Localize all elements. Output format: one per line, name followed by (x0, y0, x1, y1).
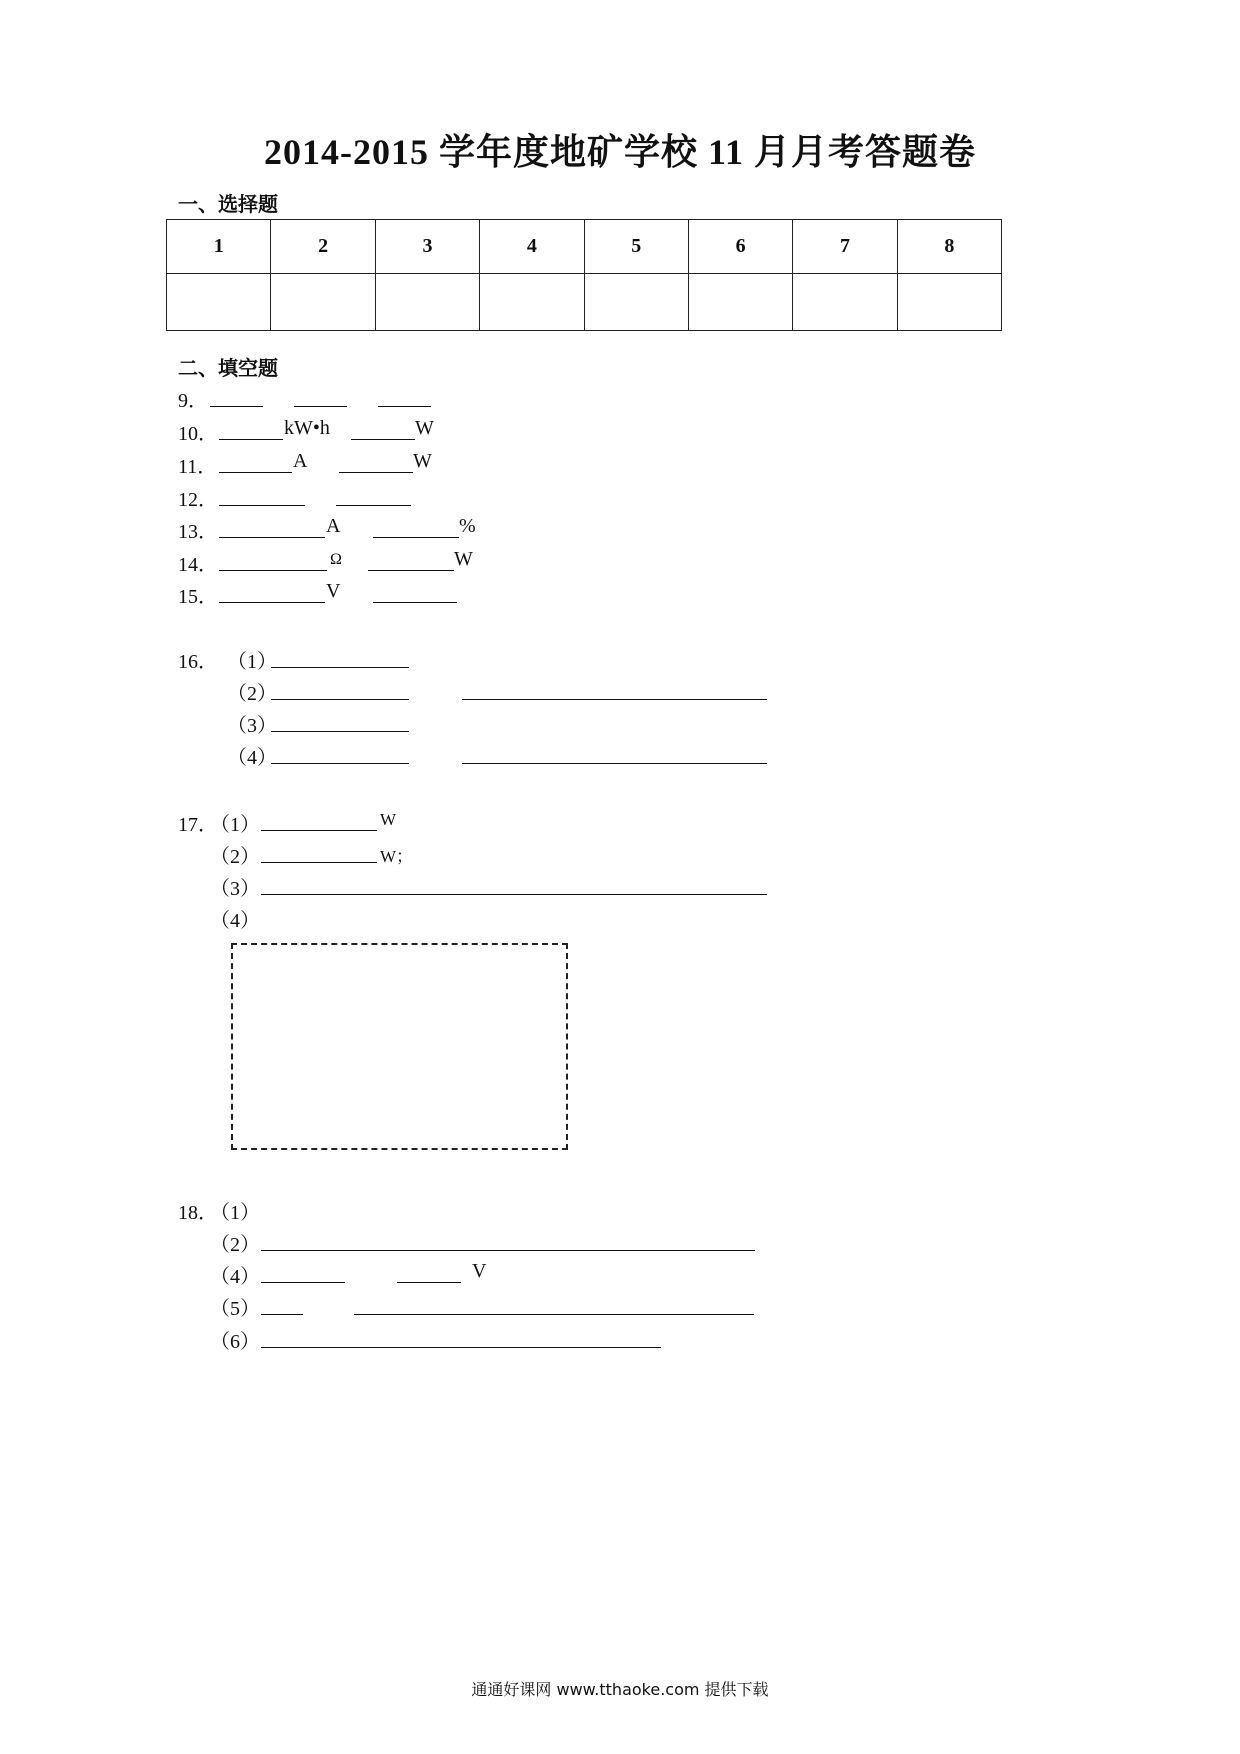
answer-cell[interactable] (584, 274, 688, 331)
answer-blank[interactable] (271, 731, 409, 732)
part-label: （2） (210, 1234, 260, 1256)
answer-grid-header: 8 (897, 220, 1001, 274)
answer-grid-header-row (167, 220, 1002, 274)
unit-label: V (472, 1260, 487, 1282)
unit-label: % (459, 515, 476, 537)
answer-blank[interactable] (271, 699, 409, 700)
answer-blank[interactable] (378, 406, 431, 407)
answer-blank[interactable] (397, 1282, 461, 1283)
answer-blank[interactable] (219, 602, 325, 603)
answer-blank[interactable] (219, 570, 327, 571)
answer-grid-header: 4 (480, 220, 584, 274)
q14-number: 14． (178, 554, 218, 576)
q10-number: 10． (178, 423, 218, 445)
answer-blank[interactable] (219, 472, 292, 473)
answer-blank[interactable] (219, 439, 283, 440)
part-label: （3） (210, 878, 260, 900)
section-heading-choice: 一、选择题 (178, 194, 278, 216)
answer-cell[interactable] (167, 274, 271, 331)
answer-blank[interactable] (261, 1314, 303, 1315)
answer-cell[interactable] (271, 274, 375, 331)
answer-blank[interactable] (462, 699, 767, 700)
q9-number: 9． (178, 390, 208, 412)
answer-blank[interactable] (210, 406, 263, 407)
answer-blank[interactable] (354, 1314, 754, 1315)
part-label: （4） (227, 747, 277, 769)
answer-grid-header: 7 (793, 220, 897, 274)
part-label: （1） (227, 651, 277, 673)
answer-blank[interactable] (261, 1282, 345, 1283)
answer-blank[interactable] (261, 894, 767, 895)
answer-cell[interactable] (688, 274, 792, 331)
answer-blank[interactable] (336, 505, 411, 506)
answer-blank[interactable] (351, 439, 415, 440)
answer-blank[interactable] (294, 406, 347, 407)
q17-number: 17． (178, 814, 218, 836)
unit-label: A (326, 515, 341, 537)
unit-label: W； (380, 847, 414, 866)
answer-grid-header: 6 (688, 220, 792, 274)
q12-number: 12． (178, 489, 218, 511)
part-label: （5） (210, 1298, 260, 1320)
answer-cell[interactable] (480, 274, 584, 331)
answer-blank[interactable] (261, 862, 377, 863)
unit-label: V (326, 580, 341, 602)
answer-grid (166, 219, 1002, 331)
answer-cell[interactable] (897, 274, 1001, 331)
q16-number: 16． (178, 651, 218, 673)
answer-grid-header: 1 (167, 220, 271, 274)
answer-cell[interactable] (375, 274, 479, 331)
unit-label: W (454, 548, 473, 570)
answer-blank[interactable] (339, 472, 413, 473)
unit-label: kW•h (284, 417, 330, 439)
unit-label: W (380, 810, 397, 829)
page-title: 2014-2015 学年度地矿学校 11 月月考答题卷 (263, 132, 976, 172)
q18-number: 18． (178, 1202, 218, 1224)
drawing-box[interactable] (231, 943, 568, 1150)
answer-blank[interactable] (261, 1250, 755, 1251)
part-label: （1） (210, 1202, 260, 1224)
answer-grid-header: 3 (375, 220, 479, 274)
section-heading-fill: 二、填空题 (178, 358, 278, 380)
part-label: （1） (210, 814, 260, 836)
answer-blank[interactable] (219, 505, 305, 506)
unit-label: Ω (330, 551, 342, 568)
answer-blank[interactable] (373, 537, 459, 538)
q13-number: 13． (178, 521, 218, 543)
part-label: （4） (210, 910, 260, 932)
unit-label: W (413, 450, 432, 472)
answer-blank[interactable] (462, 763, 767, 764)
unit-label: W (415, 417, 434, 439)
part-label: （2） (227, 683, 277, 705)
q11-number: 11． (178, 456, 218, 478)
answer-grid-header: 5 (584, 220, 688, 274)
part-label: （4） (210, 1266, 260, 1288)
part-label: （6） (210, 1331, 260, 1353)
answer-blank[interactable] (261, 1347, 661, 1348)
footer-text: 通通好课网 www.tthaoke.com 提供下载 (471, 1680, 769, 1699)
answer-blank[interactable] (368, 570, 454, 571)
unit-label: A (293, 450, 308, 472)
answer-blank[interactable] (219, 537, 325, 538)
answer-blank[interactable] (271, 667, 409, 668)
answer-blank[interactable] (373, 602, 457, 603)
answer-grid-header: 2 (271, 220, 375, 274)
part-label: （3） (227, 715, 277, 737)
answer-grid-answer-row (167, 274, 1002, 331)
answer-blank[interactable] (261, 830, 377, 831)
part-label: （2） (210, 846, 260, 868)
answer-blank[interactable] (271, 763, 409, 764)
answer-cell[interactable] (793, 274, 897, 331)
q15-number: 15． (178, 586, 218, 608)
